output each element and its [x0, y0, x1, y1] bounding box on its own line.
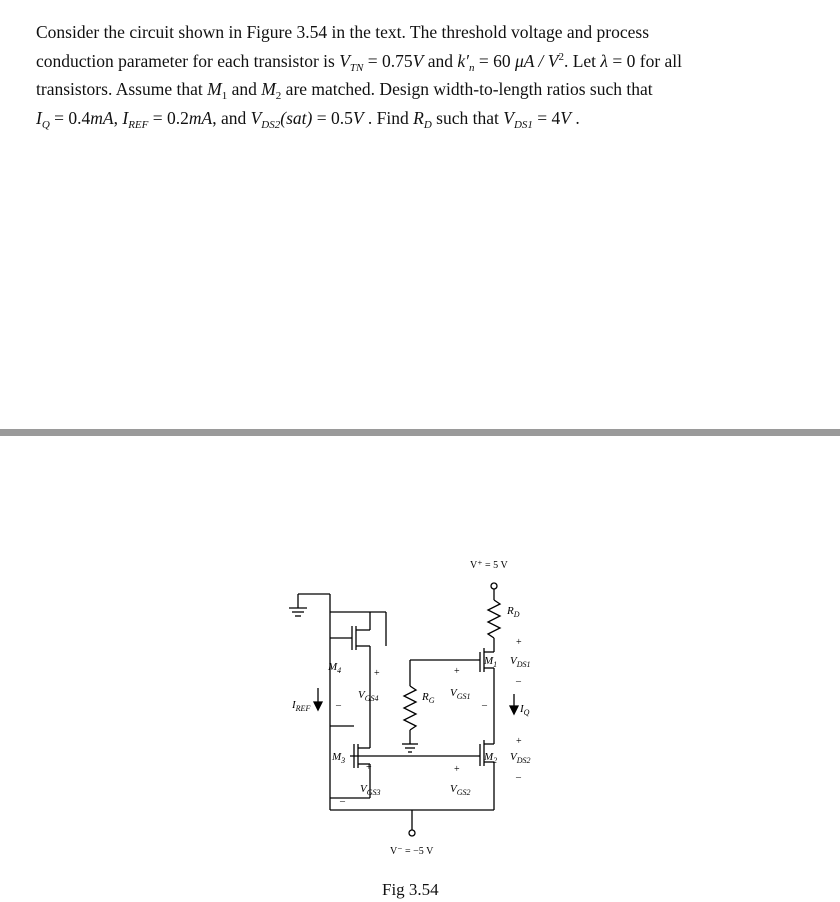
- figure-caption: Fig 3.54: [382, 880, 439, 899]
- rg-label: $R_G$: [422, 691, 435, 705]
- section-divider: [0, 429, 840, 436]
- problem-line-2: conduction parameter for each transistor is $V_{TN} = 0.75V$ and $k'_n = 60$ μA / $V^2$. Let λ = 0 for all: [36, 50, 683, 74]
- problem-line-4: $I_Q = 0.4mA$, $I_{REF} = 0.2mA$, and $V_{DS2}(sat) = 0.5V$ . Find $R_D$ such that $V_{DS1} = 4V$ .: [36, 107, 580, 131]
- problem-line-1: Consider the circuit shown in Figure 3.54 in the text. The threshold voltage and process: [36, 22, 650, 42]
- resistor-rd: [488, 583, 500, 652]
- m2-label: $M_2$: [484, 751, 498, 765]
- vgs1-plus: +: [454, 666, 460, 677]
- vds2-minus: –: [516, 772, 521, 783]
- vgs3-plus: +: [366, 762, 372, 773]
- iq-label: $I_Q$: [520, 703, 530, 717]
- vgs4-label: $V_{GS4}$: [358, 689, 379, 703]
- vds2-plus: +: [516, 736, 522, 747]
- ground-symbol-top: [289, 594, 330, 616]
- vplus-label: V⁺ = 5 V: [470, 560, 508, 571]
- vds1-label: $V_{DS1}$: [510, 655, 531, 669]
- rd-label: $R_D$: [507, 605, 520, 619]
- m1-label: $M_1$: [484, 655, 498, 669]
- vds1-plus: +: [516, 637, 522, 648]
- vgs2-label: $V_{GS2}$: [450, 783, 471, 797]
- circuit-figure: [270, 548, 560, 868]
- vgs2-plus: +: [454, 764, 460, 775]
- m4-label: $M_4$: [328, 661, 342, 675]
- circuit-diagram: [270, 548, 560, 868]
- vminus-bus: [330, 798, 494, 836]
- iq-indicator: [510, 694, 518, 714]
- vminus-label: V⁻ = −5 V: [390, 846, 434, 857]
- vgs3-label: $V_{GS3}$: [360, 783, 381, 797]
- vgs4-minus: –: [336, 700, 341, 711]
- problem-line-3: transistors. Assume that $M_1$ and $M_2$ are matched. Design width-to-length ratios such that: [36, 79, 653, 102]
- problem-statement: [36, 18, 826, 132]
- vgs3-minus: –: [340, 796, 345, 807]
- iref-indicator: [314, 688, 322, 710]
- vgs4-plus: +: [374, 668, 380, 679]
- m3-label: $M_3$: [332, 751, 346, 765]
- vgs1-minus: –: [482, 700, 487, 711]
- iref-label: $I_{REF}$: [292, 699, 311, 713]
- vgs1-label: $V_{GS1}$: [450, 687, 471, 701]
- resistor-rg: [402, 660, 418, 752]
- vds2-label: $V_{DS2}$: [510, 751, 531, 765]
- vds1-minus: –: [516, 676, 521, 687]
